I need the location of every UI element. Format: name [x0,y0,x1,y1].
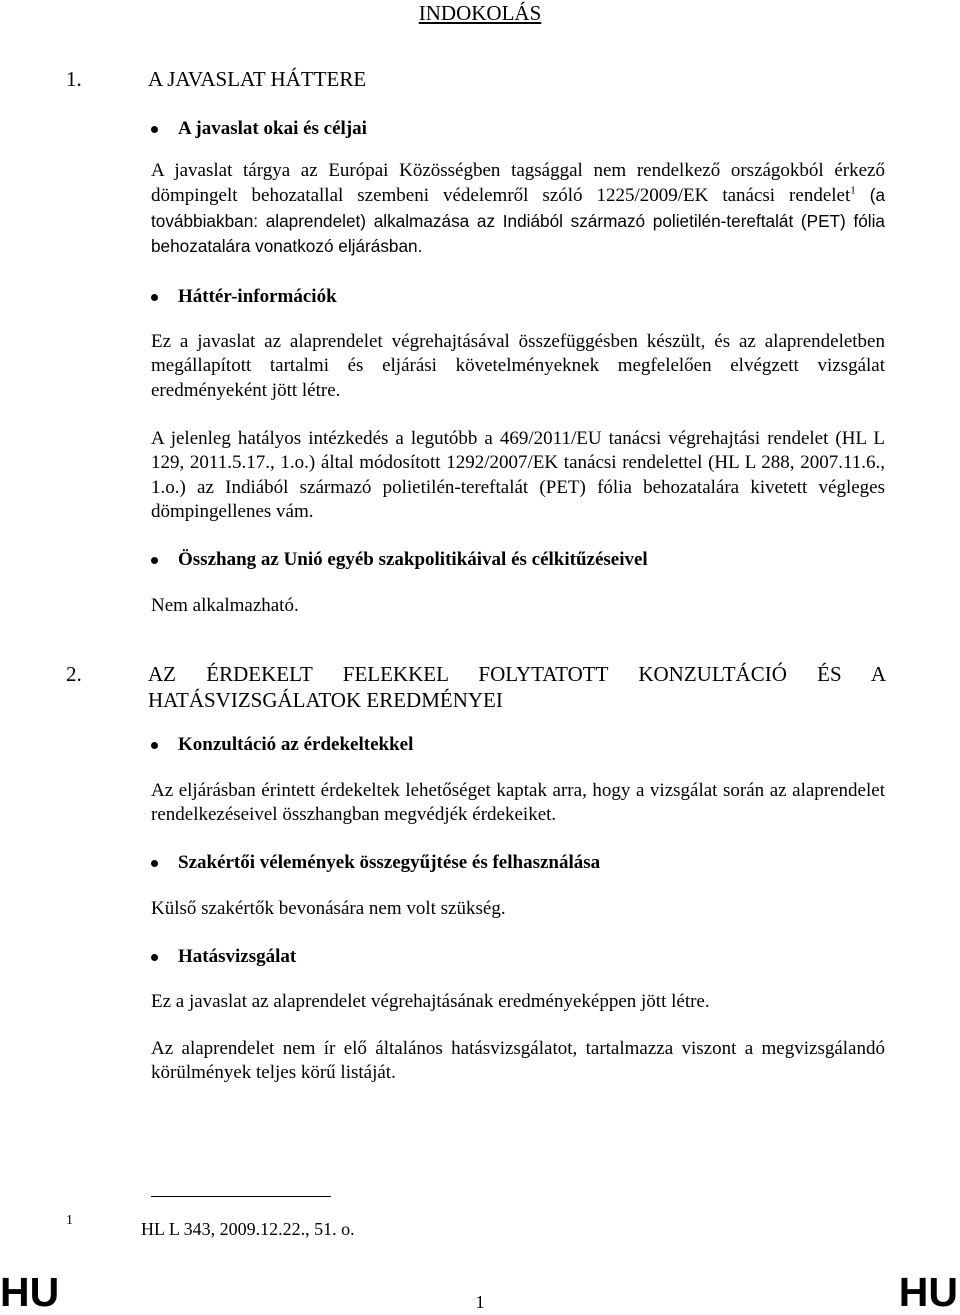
bullet-heading [151,851,851,875]
bullet-heading [151,117,851,141]
bullet-label: Szakértői vélemények összegyűjtése és felhasználása [178,852,601,873]
bullet-icon [151,126,158,133]
paragraph: Az alaprendelet nem ír elő általános hatásvizsgálatot, tartalmazza viszont a megvizsgálandó körülmények teljes körű listáját. [151,1038,885,1084]
paragraph: Ez a javaslat az alaprendelet végrehajtásával összefüggésben készült, és az alaprendeletben megállapított tartalmi és eljárási követelményeknek megfelelően elvégzett vizsgálat eredményeként jött létre. [151,331,885,401]
document-title: INDOKOLÁS [418,1,542,25]
paragraph: Ez a javaslat az alaprendelet végrehajtásának eredményeképpen jött létre. [151,991,710,1012]
paragraph: Az eljárásban érintett érdekeltek lehetőséget kaptak arra, hogy a vizsgálat során az alaprendelet rendelkezéseivel összhangban megvédjék érdekeiket. [151,780,885,826]
bullet-label: Háttér-információk [178,286,337,307]
bullet-label: A javaslat okai és céljai [178,118,367,139]
section-title: AZ ÉRDEKELT FELEKKEL FOLYTATOTT KONZULTÁCIÓ ÉS A HATÁSVIZSGÁLATOK EREDMÉNYEI [148,662,886,712]
footer-language-code-left: HU [0,1269,60,1315]
section-2-heading [66,661,886,713]
bullet-icon [151,557,158,564]
paragraph: Nem alkalmazható. [151,595,299,616]
paragraph-text: (a továbbiakban: alaprendelet) alkalmazása az Indiából származó polietilén-tereftalát (PET) fólia behozatalára vonatkozó eljárásban. [151,185,886,256]
section-number: 1. [66,67,82,91]
paragraph: Külső szakértők bevonására nem volt szükség. [151,898,506,919]
section-title: A JAVASLAT HÁTTERE [148,67,367,91]
section-number: 2. [66,662,82,686]
paragraph [151,159,885,259]
footnote-number: 1 [66,1213,73,1228]
footnote-text: HL L 343, 2009.12.22., 51. o. [141,1219,355,1239]
footnote-reference: 1 [850,184,856,197]
bullet-heading [151,285,851,309]
paragraph: A jelenleg hatályos intézkedés a legutóbb a 469/2011/EU tanácsi végrehajtási rendelet (HL L 129, 2011.5.17., 1.o.) által módosított 1292/2007/EK tanácsi rendelettel (HL L 288, 2007.11.6., 1.o.) az Indiából származó polietilén-tereftalát (PET) fólia behozatalára kivetett végleges dömpingellenes vám. [151,428,885,522]
bullet-heading [151,733,851,757]
paragraph-text: A javaslat tárgya az Európai Közösségben tagsággal nem rendelkező országokból érkező dömpingelt behozatallal szembeni védelemről szóló 1225/2009/EK tanácsi rendelet [151,160,885,207]
page-number: 1 [475,1292,485,1312]
bullet-label: Konzultáció az érdekeltekkel [178,734,414,755]
bullet-icon [151,294,158,301]
bullet-label: Összhang az Unió egyéb szakpolitikáival és célkitűzéseivel [178,549,648,570]
bullet-label: Hatásvizsgálat [178,946,297,967]
footnote-separator [151,1196,331,1197]
bullet-icon [151,860,158,867]
section-1-heading [66,66,886,92]
bullet-icon [151,742,158,749]
bullet-icon [151,954,158,961]
bullet-heading [151,548,851,572]
bullet-heading [151,945,851,969]
footer-language-code-right: HU [898,1269,958,1315]
